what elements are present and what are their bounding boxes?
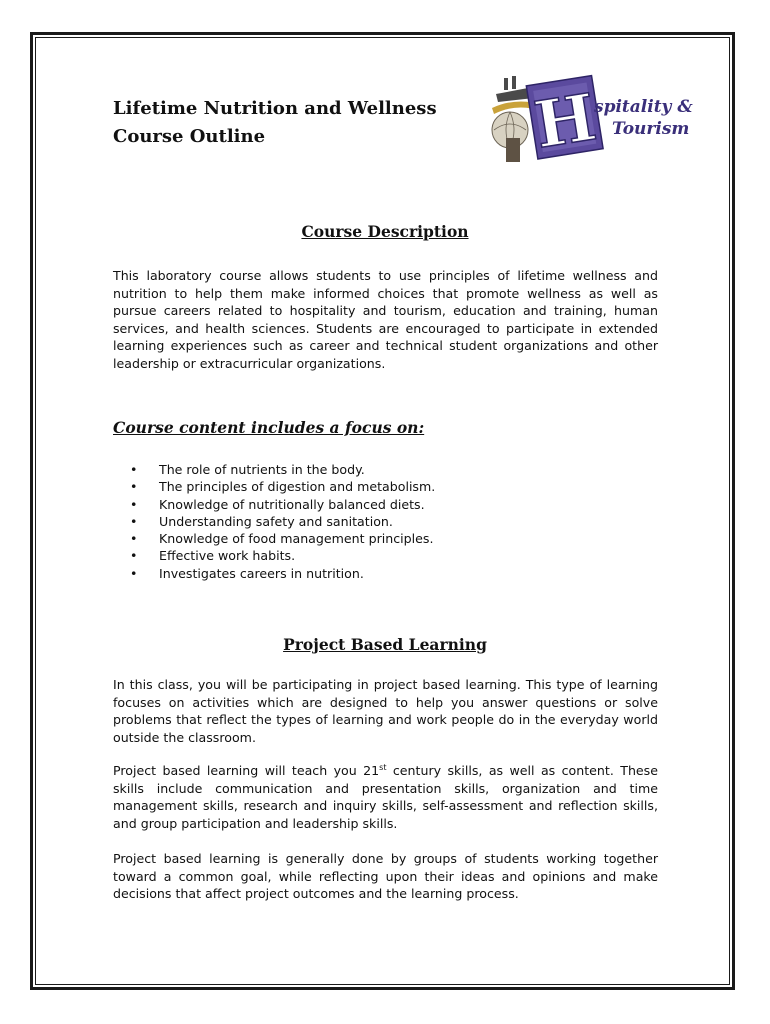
list-item-text: The principles of digestion and metabolism. [159,479,436,495]
document-title [113,95,437,151]
pbl-paragraph-2 [113,762,658,832]
list-item [113,530,435,547]
list-item [113,496,435,513]
list-item [113,478,435,495]
list-item-text: Knowledge of nutritionally balanced diets. [159,496,425,512]
title-line-1: Lifetime Nutrition and Wellness [113,98,437,119]
list-item [113,547,435,564]
list-item-text: Effective work habits. [159,548,296,564]
logo-letter: H [529,79,602,164]
course-content-list [113,461,435,582]
pbl-paragraph-2-text-start: Project based learning will teach you 21 [113,763,380,778]
list-item [113,461,435,478]
bullet-glyph: • [130,496,138,512]
hospitality-tourism-logo [488,68,693,164]
list-item [113,565,435,582]
ordinal-superscript: st [379,762,387,772]
logo-text-line-2: Tourism [612,119,690,139]
list-item [113,513,435,530]
pbl-paragraph-1: In this class, you will be participating in project based learning. This type of learning focuses on activities which are designed to help you answer questions or solve problems that reflect the types of learning and work people do in the everyday world outside the classroom. [113,677,658,745]
course-description-body: This laboratory course allows students to use principles of lifetime wellness and nutrition to help them make informed choices that promote wellness as well as pursue careers related to hospitality and tourism, education and training, human services, and health sciences. Students are encouraged to participate in extended learning experiences such as career and technical student organizations and other leadership or extracurricular organizations. [113,268,658,371]
list-item-text: Understanding safety and sanitation. [159,513,393,529]
course-content-heading: Course content includes a focus on: [113,418,425,437]
bullet-glyph: • [130,565,138,581]
bullet-glyph: • [130,548,138,564]
title-line-2: Course Outline [113,126,266,147]
list-item-text: Investigates careers in nutrition. [159,565,364,581]
bullet-glyph: • [130,462,138,477]
bullet-glyph: • [130,479,138,495]
project-based-learning-heading: Project Based Learning [283,635,487,654]
course-description-heading: Course Description [301,222,469,241]
pbl-paragraph-2-text-end: century skills, as well as content. These skills include communication and presentation skills, organization and time management skills, research and inquiry skills, self-assessment and reflection skills, and group participation and leadership skills. [113,763,658,831]
list-item-text: The role of nutrients in the body. [159,462,365,477]
list-item-text: Knowledge of food management principles. [159,531,434,547]
bullet-glyph: • [130,531,138,547]
pbl-paragraph-3: Project based learning is generally done by groups of students working together toward a common goal, while reflecting upon their ideas and opinions and make decisions that affect project outcomes and the learning process. [113,851,658,901]
logo-text-line-1: spitality & [594,97,693,117]
bullet-glyph: • [130,513,138,529]
